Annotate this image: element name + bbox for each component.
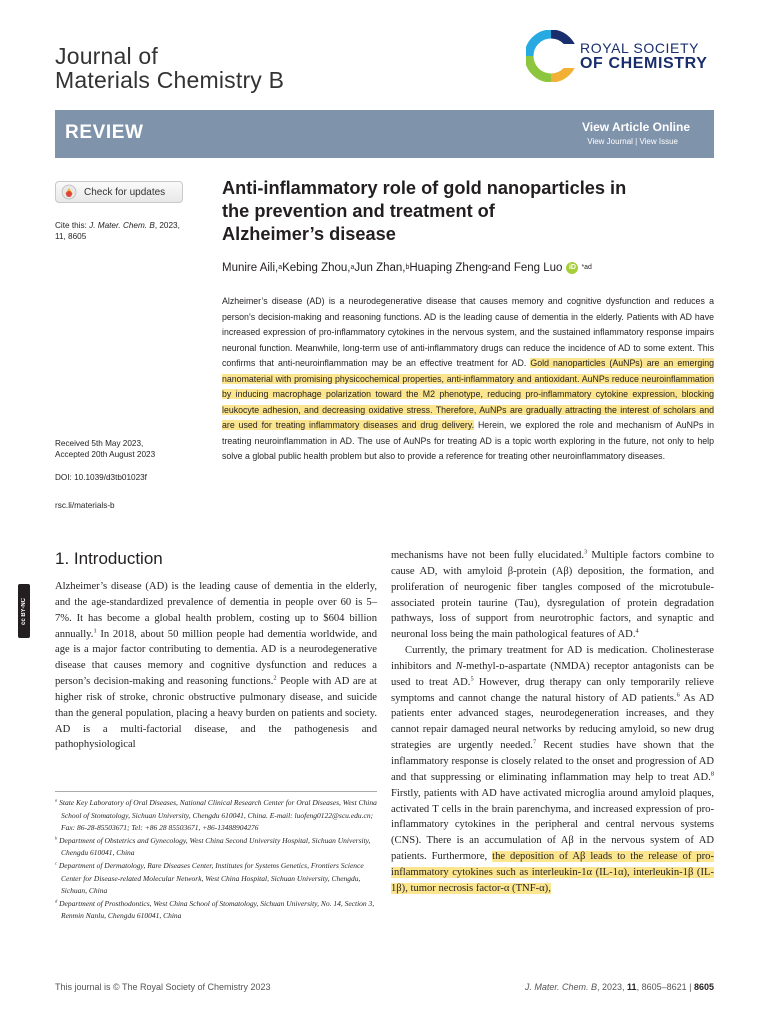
reference-mark[interactable]: 1 [93, 627, 97, 634]
affiliation-text: Department of Prosthodontics, West China School of Stomatology, Sichuan University, No. 14, Section 3, Renmin Nanlu, Chengdu 610041, China [57, 898, 375, 921]
author: Jun Zhan, [354, 262, 406, 274]
view-journal-link[interactable]: View Journal [587, 137, 633, 146]
publisher-line1: ROYAL SOCIETY [580, 40, 700, 56]
publisher-line2: OF CHEMISTRY [580, 55, 708, 72]
journal-url[interactable]: rsc.li/materials-b [55, 501, 115, 510]
body-text: Recent studies have shown that the inflammatory response is closely related to the onset and progression of AD and that suppressing or eliminating inflammation may help to treat AD. [391, 740, 714, 783]
affiliation-text: State Key Laboratory of Oral Diseases, National Clinical Research Center for Oral Diseases, West China School of Stomatology, Sichuan University, Chengdu 610041, China. E-mail: luofeng0122@scu.edu.cn; Fax: 86-28-85503671; Tel: +86 28 85503671, +86-13488904276 [57, 798, 377, 833]
author: Munire Aili, [222, 262, 279, 274]
journal-title [55, 44, 284, 92]
body-text: However, drug therapy can only temporarily relieve symptoms and cannot change the natural history of AD patients. [391, 676, 714, 704]
author: Huaping Zheng [409, 262, 489, 274]
paragraph [391, 643, 714, 897]
affiliation-mark: a [55, 797, 58, 803]
body-text: mechanisms have not been fully elucidated. [391, 550, 585, 561]
reference-mark[interactable]: 4 [635, 627, 639, 635]
paragraph [55, 579, 377, 753]
title-line1: Anti-inflammatory role of gold nanoparticles in [222, 178, 627, 198]
cite-year: , 2023, [154, 221, 180, 230]
body-left-column [55, 579, 377, 753]
cite-prefix: Cite this: [55, 221, 90, 230]
body-highlight: the deposition of Aβ leads to the release of pro-inflammatory cytokines such as interleukin-1α (IL-1α), interleukin-1β (IL-1β), tumor necrosis factor-α (TNF-α), [391, 851, 715, 894]
footer-citation [420, 982, 714, 992]
affiliation-text: Department of Obstetrics and Gynecology, West China Second University Hospital, Sichuan University, Chengdu 610041, China [57, 835, 371, 858]
affiliation-c [55, 860, 377, 898]
author: Kebing Zhou, [282, 262, 351, 274]
check-for-updates-label: Check for updates [84, 186, 166, 198]
view-issue-link[interactable]: View Issue [639, 137, 678, 146]
license-badge-label: cc BY-NC [21, 597, 27, 625]
footer-copyright: This journal is © The Royal Society of Chemistry 2023 [55, 982, 271, 992]
abstract-text: Alzheimer’s disease (AD) is a neurodegenerative disease that causes memory and cognitive dysfunction and reduces a person’s decision-making and reasoning functions. AD is the leading cause of dementia in the elderly. Patients with AD have increased expression of pro-inflammatory cytokines in the nervous system, and the sustained inflammatory response impairs neuronal function. Meanwhile, long-term use of anti-inflammatory drugs can reduce the incidence of AD to some extent. This confirms that anti-neuroinflammation may be an effective treatment for AD. [222, 296, 714, 368]
affiliation-a [55, 797, 377, 835]
paragraph [391, 548, 714, 643]
rsc-logo-icon [526, 30, 576, 82]
affiliation-mark: d [55, 898, 58, 904]
article-type-banner [55, 110, 714, 158]
check-for-updates-button[interactable] [55, 181, 183, 203]
reference-mark[interactable]: 6 [676, 691, 680, 699]
affiliation-mark: c [55, 860, 57, 866]
body-right-column [391, 548, 714, 897]
affiliation-b [55, 835, 377, 860]
footer-journal: J. Mater. Chem. B [524, 982, 598, 992]
footer-separator: | [686, 982, 694, 992]
cite-volume-pages: 11, 8605 [55, 232, 87, 241]
author: and Feng Luo [491, 262, 563, 274]
article-title [222, 177, 692, 246]
abstract [222, 294, 714, 465]
journal-title-line1: Journal of [55, 43, 159, 69]
footnote-divider [55, 791, 377, 792]
body-text: As AD patients enter advanced stages, neurodegeneration increases, and they cannot repair damaged neural networks by reducing amyloid, so new drug strategies are urgently needed. [391, 692, 714, 752]
reference-mark[interactable]: 8 [710, 770, 714, 778]
reference-mark[interactable]: 2 [273, 674, 277, 682]
section-heading-introduction: 1. Introduction [55, 549, 163, 568]
body-text: Firstly, patients with AD have activated microglia around amyloid plaques, activated T cells in the brain parenchyma, and increased expression of pro-inflammatory cytokines in the peripheral and central nervous systems (CNS). There is an accumulation of Aβ in the nervous system of AD patients. Furthermore, [391, 787, 714, 863]
reference-mark[interactable]: 5 [470, 675, 474, 683]
body-text-italic: N [455, 660, 463, 672]
reference-mark[interactable]: 7 [532, 738, 537, 746]
body-text: Multiple factors combine to cause AD, with amyloid β-protein (Aβ) deposition, the formation, and proliferation of neurogenic fiber tangles composed of the microtubule-associated protein taurine (Tau), dysregulation of protein degradation pathways, loss of support from neurotrophic factors, and synaptic and neuronal loss being the main pathological features of AD. [391, 550, 714, 641]
footer-volume: 11 [627, 982, 637, 992]
abstract-text-end: Herein, we explored the role and mechanism of AuNPs in treating neuroinflammation in AD. The use of AuNPs for treating AD is a topic worth exploring in the future, not only to help solve a global public health problem but also to provide a reference for treating other neuroinflammatory diseases. [222, 420, 714, 461]
doi[interactable]: DOI: 10.1039/d3tb01023f [55, 473, 147, 482]
article-type-label: REVIEW [65, 122, 144, 143]
body-text: Alzheimer’s disease (AD) is the leading cause of dementia in the elderly, and the age-standardized prevalence of dementia in people over 60 is 5–7%. It has become a global health problem, costing up to $604 billion annually. [55, 581, 377, 640]
body-text: Currently, the primary treatment for AD is medication. Cholinesterase inhibitors and [391, 645, 714, 672]
author-list: Munire Aili, a Kebing Zhou, a Jun Zhan, b Huaping Zheng c and Feng Luo iD *ad [222, 262, 592, 274]
footer-year: , 2023, [597, 982, 628, 992]
body-text: -methyl-ᴅ-aspartate (NMDA) receptor antagonists can be used to treat AD. [391, 660, 714, 688]
title-line2: the prevention and treatment of [222, 201, 495, 221]
reference-mark[interactable]: 3 [584, 548, 588, 556]
affiliation-text: Department of Dermatology, Rare Diseases Center, Institutes for Systems Genetics, Frontiers Science Center for Disease-related Molecular Network, West China Hospital, Sichuan University, Chengdu, Sichuan, China [57, 860, 364, 896]
affiliations [55, 797, 377, 923]
journal-title-line2: Materials Chemistry B [55, 67, 285, 93]
title-line3: Alzheimer’s disease [222, 224, 396, 244]
cite-journal: J. Mater. Chem. B [89, 221, 155, 230]
view-links [540, 137, 678, 146]
publisher-name [580, 40, 708, 72]
orcid-icon[interactable]: iD [566, 262, 578, 274]
body-text: People with AD are at higher risk of stroke, chronic obstructive pulmonary disease, and suicide than the general population, placing a heavy burden on patients and society. AD is a multi-factorial disease, and the pathogenesis and pathophysiological [55, 676, 377, 751]
abstract-highlight: Gold nanoparticles (AuNPs) are an emerging nanomaterial with promising physicochemical properties, anti-inflammatory and antioxidant. AuNPs reduce neuroinflammation by inducing macrophage polarization toward the M2 phenotype, reducing pro-inflammatory cytokine expression, blocking leukocyte adhesion, and decreasing oxidative stress. Therefore, AuNPs are gradually attracting the interest of scholars and are used for treating inflammatory diseases and drug delivery. [222, 358, 714, 430]
received-date: Received 5th May 2023, [55, 439, 144, 448]
body-text: In 2018, about 50 million people had dementia worldwide, and age is a major factor contributing to dementia. AD is a neurodegenerative disease that causes memory and cognitive dysfunction and reduces a person’s decision-making and reasoning functions. [55, 628, 377, 688]
page-number: 8605 [693, 982, 714, 992]
affiliation-d [55, 898, 377, 923]
accepted-date: Accepted 20th August 2023 [55, 450, 156, 459]
check-updates-icon [61, 184, 77, 200]
view-links-separator: | [632, 137, 640, 146]
view-article-online-link[interactable]: View Article Online [581, 120, 690, 134]
affiliation-mark: b [55, 835, 58, 841]
footer-pages: , 8605–8621 [636, 982, 687, 992]
citation [55, 220, 205, 242]
